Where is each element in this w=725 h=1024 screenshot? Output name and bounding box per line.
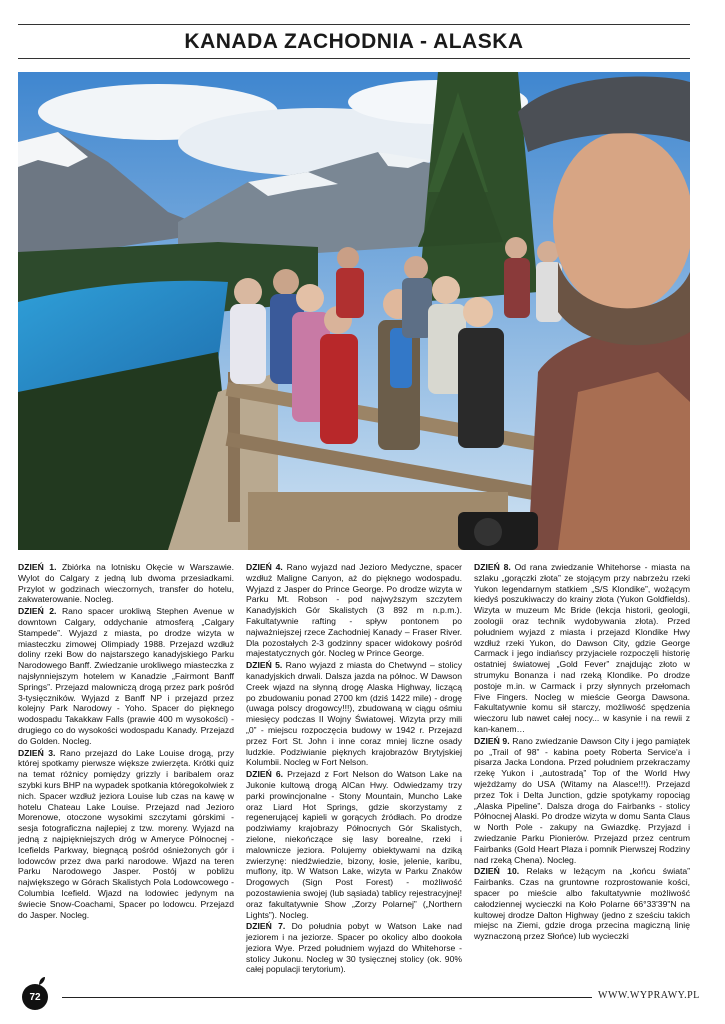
top-rule [18, 24, 690, 25]
day-3: DZIEŃ 3. Rano przejazd do Lake Louise drogą, przy której spotkamy pierwsze większe zwierzęta. Krótki quiz na temat różnicy pomiędzy grizzly i baribalem oraz szybki kurs BHP na wypadek spotkania któregokolwiek z nich. Spacer wzdłuż jeziora Louise lub czas na kawę w hotelu Chateau Lake Louise. Przejazd nad Jezioro Morenowe, otoczone wysokimi szczytami górskimi - sesja fotograficzna najlepiej z tzw. morenу. Wyjazd na jedną z najpiękniejszych dróg w Ameryce Północnej - Icefields Parkway, biegnącą pośród ośnieżonych gór i lodowców przez dwa parki narodowe. Wjazd na teren Parku Narodowego Jasper. Postój w pobliżu największego w Górach Skalistych Pola Lodowcowego - Columbia Icefield. Wjazd na lodowiec jedynym na świecie Snow-Coachami, Spacer po lodowcu. Przejazd do Jasper. Nocleg. [18, 747, 234, 920]
page-number: 72 [22, 984, 48, 1010]
site-url: WWW.WYPRAWY.PL [598, 990, 700, 1001]
column-1 [18, 562, 234, 982]
day-10: DZIEŃ 10. Relaks w leżącym na „końcu świata” Fairbanks. Czas na gruntowne rozprostowanie kości, spacer po mieście albo fakultatywnie możliwość całodziennej wycieczki na Koło Polarne 66°33'39"N na kultowej drodze Dalton Highway (jedno z sześciu takich miejsc na Ziemi, gdzie droga przecina magiczną linię wyznaczoną przez Słońce) lub wycieczki [474, 866, 691, 942]
column-2 [246, 562, 462, 982]
day-8: DZIEŃ 8. Od rana zwiedzanie Whitehorse - miasta na szlaku „gorączki złota” ze stojącym przy nabrzeżu rzeki Yukon legendarnym statkiem „S/S Klondike”, wożącym kiedyś poszukiwaczy do krainy złota (Yukon Goldfields). Wizyta w muzeum Mc Bride (lekcja historii, geologii, zoologii oraz technik wydobywania złota). Przed południem wyjazd z miasta i przejazd Klondike Hwy wzdłuż rzeki Yukon, do Dawson City, gdzie George Carmack i jego indiańscy przyjaciele rozpoczęli historię ostatniej światowej „Gold Fever” znajdując złoto w strumyku Bonanza i nad rzeką Klondike. Po drodze postoje m.in. w Carmack i przy słynnych przełomach Five Fingers. Nocleg w mieście Georga Dawsona. Fakultatywnie komu sił starczy, możliwość spędzenia wieczoru lub nawet całej nocy... w kasynie i na rewii z kan-kanem… [474, 562, 690, 734]
itinerary-text [18, 562, 690, 982]
day-1: DZIEŃ 1. Zbiórka na lotnisku Okęcie w Warszawie. Wylot do Calgary z jedną lub dwoma przesiadkami. Przylot w godzinach wieczornych, transfer do hotelu, zakwaterowanie. Nocleg. [18, 562, 234, 605]
column-3 [474, 562, 690, 982]
footer-rule [62, 997, 592, 998]
page-title: KANADA ZACHODNIA - ALASKA [184, 30, 524, 53]
day-6: DZIEŃ 6. Przejazd z Fort Nelson do Watson Lake na Jukonie kultową drogą AlCan Hwy. Odwiedzamy trzy parki prowincjonalne - Stony Mountain, Muncho Lake oraz Liard Hot Springs, gdzie skorzystamy z regenerującej kąpieli w gorących źródłach. Po drodze podziwiamy krajobrazy Północnych Gór Skalistych, zielone, niekończące się lasy borealne, rzeki i malownicze jeziora. Polujemy obiektywami na dziką zwierzynę: niedźwiedzie, bizony, łosie, jelenie, karibu, muflony, itp. W Watson Lake, wizyta w Parku Znaków Drogowych (Sign Post Forest) - możliwość pozostawienia swojej (lub sąsiada) tablicy rejestracyjnej! oraz fakultatywnie Show „Zorzy Polarnej” („Northern Lights”). Nocleg. [246, 769, 462, 920]
day-4: DZIEŃ 4. Rano wyjazd nad Jezioro Medyczne, spacer wzdłuż Maligne Canyon, aż do pięknego wodospadu. Wyjazd z Jasper do Prince George. Po drodze wizyta w Parku Mt. Robson - pod najwyższym szczytem Kanadyjskich Gór Skalistych (3 892 m n.p.m.). Fakultatywnie rafting - spływ pontonem po najważniejszej rzece Zachodniej Kanady – Fraser River. Dla pozostałych 2-3 godzinny spacer widokowy pośród majestatycznych gór. Nocleg w Prince George. [246, 562, 463, 659]
day-5: DZIEŃ 5. Rano wyjazd z miasta do Chetwynd – stolicy kanadyjskich drwali. Dalsza jazda na północ. W Dawson Creek wjazd na słynną drogę Alaska Highway, liczącą po zbudowaniu ponad 2700 km (dziś 1422 mile) - drogę (uwaga polscy drogowcy!!!), zbudowaną w ciągu ośmiu miesięcy podczas II Wojny Światowej. Wizyta przy mili „0” - miejscu rozpoczęcia budowy w 1942 r. Przejazd przez Fort St. John i inne coraz mniej liczne osady ludzkie. Podziwianie pięknych krajobrazów Brytyjskiej Kolumbii. Nocleg w Fort Nelson. [246, 660, 462, 768]
title-rule [18, 58, 690, 59]
day-9: DZIEŃ 9. Rano zwiedzanie Dawson City i jego pamiątek po „Trail of 98” - kabina poety Roberta Service'a i pisarza Jacka Londona. Przed południem przekraczamy rzekę Yukon i „autostradą” Top of the World Hwy wjeżdżamy do USA (Witamy na Alasce!!!). Przejazd przez Tok i Delta Junction, gdzie spotykamy ropociąg „Alaska Pipeline”. Dalsza droga do Fairbanks - stolicy Północnej Alaski. Po drodze wizyta w domu Santa Claus w North Pole - zakupy na Gwiazdkę. Przyjazd i zwiedzanie Parku Pionierów. Przejazd przez centrum Fairbanks (Gold Heart Plaza i pomnik Pierwszej Rodziny nad rzeką Chena). Nocleg. [474, 735, 690, 865]
group-photo [18, 72, 690, 550]
day-2: DZIEŃ 2. Rano spacer urokliwą Stephen Avenue w downtown Calgary, oddychanie atmosferą „Calgary Stampede”. Wyjazd z miasta, po drodze wizyta w miasteczku zimowej Olimpiady 1988. Przejazd wzdłuż doliny rzeki Bow do najstarszego kanadyjskiego Parku Narodowego Banff. Zwiedzanie urokliwego miasteczka z najsłynniejszym hotelem w Kanadzie „Fairmont Banff Springs”. Przejazd malowniczą drogą przez park pośród 3-tysięczników. Wyjazd z Banff NP i przejazd przez kolejny Park Narodowy - Yoho. Spacer do pięknego wodospadu Takakkaw Falls (prawie 400 m wysokości) - drugiego co do wysokości wodospadu Kanady. Przejazd do Golden. Nocleg. [18, 606, 234, 746]
day-7: DZIEŃ 7. Do południa pobyt w Watson Lake nad jeziorem i na jeziorze. Spacer po okolicy albo dookoła jeziora Wye. Przed południem wyjazd do Whitehorse - stolicy Jukonu. Nocleg w 30 tysięcznej stolicy (ok. 90% całej populacji terytorium). [246, 921, 462, 975]
